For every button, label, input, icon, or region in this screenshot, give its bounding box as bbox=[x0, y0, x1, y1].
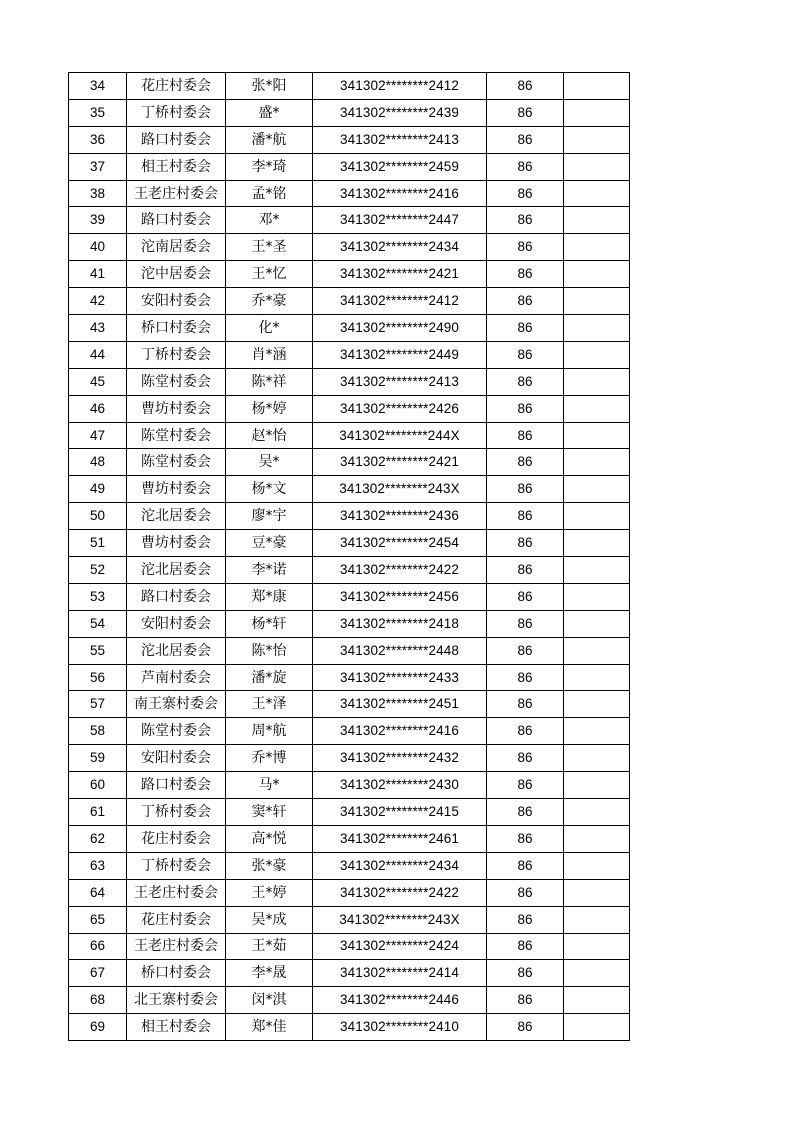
remark-cell bbox=[564, 449, 630, 476]
table-row bbox=[69, 261, 630, 288]
score-cell: 86 bbox=[487, 234, 564, 261]
remark-cell bbox=[564, 341, 630, 368]
score-cell: 86 bbox=[487, 960, 564, 987]
id-number-cell: 341302********2416 bbox=[313, 180, 487, 207]
person-name-cell: 王*茹 bbox=[226, 933, 313, 960]
row-number-cell: 51 bbox=[69, 530, 127, 557]
score-cell: 86 bbox=[487, 583, 564, 610]
committee-cell: 沱南居委会 bbox=[127, 234, 226, 261]
person-name-cell: 郑*康 bbox=[226, 583, 313, 610]
table-row bbox=[69, 557, 630, 584]
row-number-cell: 65 bbox=[69, 906, 127, 933]
remark-cell bbox=[564, 315, 630, 342]
id-number-cell: 341302********2432 bbox=[313, 745, 487, 772]
committee-cell: 陈堂村委会 bbox=[127, 449, 226, 476]
table-row bbox=[69, 476, 630, 503]
id-number-cell: 341302********2421 bbox=[313, 261, 487, 288]
id-number-cell: 341302********2413 bbox=[313, 126, 487, 153]
person-name-cell: 廖*宇 bbox=[226, 503, 313, 530]
person-name-cell: 潘*旋 bbox=[226, 664, 313, 691]
row-number-cell: 48 bbox=[69, 449, 127, 476]
person-name-cell: 陈*怡 bbox=[226, 637, 313, 664]
person-name-cell: 盛* bbox=[226, 99, 313, 126]
score-cell: 86 bbox=[487, 772, 564, 799]
person-name-cell: 李*琦 bbox=[226, 153, 313, 180]
score-cell: 86 bbox=[487, 126, 564, 153]
table-row bbox=[69, 341, 630, 368]
remark-cell bbox=[564, 207, 630, 234]
person-name-cell: 化* bbox=[226, 315, 313, 342]
id-number-cell: 341302********2414 bbox=[313, 960, 487, 987]
table-row bbox=[69, 960, 630, 987]
person-name-cell: 杨*婷 bbox=[226, 395, 313, 422]
score-cell: 86 bbox=[487, 691, 564, 718]
row-number-cell: 63 bbox=[69, 852, 127, 879]
table-row bbox=[69, 745, 630, 772]
person-name-cell: 张*豪 bbox=[226, 852, 313, 879]
remark-cell bbox=[564, 691, 630, 718]
remark-cell bbox=[564, 368, 630, 395]
row-number-cell: 37 bbox=[69, 153, 127, 180]
table-row bbox=[69, 799, 630, 826]
row-number-cell: 60 bbox=[69, 772, 127, 799]
remark-cell bbox=[564, 610, 630, 637]
score-cell: 86 bbox=[487, 476, 564, 503]
row-number-cell: 41 bbox=[69, 261, 127, 288]
row-number-cell: 66 bbox=[69, 933, 127, 960]
committee-cell: 曹坊村委会 bbox=[127, 530, 226, 557]
score-cell: 86 bbox=[487, 745, 564, 772]
remark-cell bbox=[564, 718, 630, 745]
score-cell: 86 bbox=[487, 422, 564, 449]
row-number-cell: 35 bbox=[69, 99, 127, 126]
row-number-cell: 39 bbox=[69, 207, 127, 234]
id-number-cell: 341302********2412 bbox=[313, 73, 487, 100]
roster-table-body bbox=[69, 73, 630, 1041]
committee-cell: 陈堂村委会 bbox=[127, 422, 226, 449]
committee-cell: 桥口村委会 bbox=[127, 315, 226, 342]
person-name-cell: 陈*祥 bbox=[226, 368, 313, 395]
id-number-cell: 341302********2415 bbox=[313, 799, 487, 826]
remark-cell bbox=[564, 503, 630, 530]
id-number-cell: 341302********2439 bbox=[313, 99, 487, 126]
committee-cell: 花庄村委会 bbox=[127, 73, 226, 100]
committee-cell: 路口村委会 bbox=[127, 583, 226, 610]
id-number-cell: 341302********2421 bbox=[313, 449, 487, 476]
id-number-cell: 341302********243X bbox=[313, 906, 487, 933]
score-cell: 86 bbox=[487, 933, 564, 960]
committee-cell: 丁桥村委会 bbox=[127, 99, 226, 126]
remark-cell bbox=[564, 933, 630, 960]
remark-cell bbox=[564, 960, 630, 987]
remark-cell bbox=[564, 1014, 630, 1041]
score-cell: 86 bbox=[487, 180, 564, 207]
id-number-cell: 341302********2436 bbox=[313, 503, 487, 530]
table-row bbox=[69, 368, 630, 395]
table-row bbox=[69, 637, 630, 664]
row-number-cell: 47 bbox=[69, 422, 127, 449]
id-number-cell: 341302********2433 bbox=[313, 664, 487, 691]
remark-cell bbox=[564, 987, 630, 1014]
committee-cell: 丁桥村委会 bbox=[127, 799, 226, 826]
row-number-cell: 36 bbox=[69, 126, 127, 153]
table-row bbox=[69, 772, 630, 799]
score-cell: 86 bbox=[487, 852, 564, 879]
id-number-cell: 341302********2413 bbox=[313, 368, 487, 395]
score-cell: 86 bbox=[487, 153, 564, 180]
row-number-cell: 42 bbox=[69, 288, 127, 315]
person-name-cell: 孟*铭 bbox=[226, 180, 313, 207]
row-number-cell: 40 bbox=[69, 234, 127, 261]
score-cell: 86 bbox=[487, 637, 564, 664]
committee-cell: 王老庄村委会 bbox=[127, 879, 226, 906]
id-number-cell: 341302********2490 bbox=[313, 315, 487, 342]
score-cell: 86 bbox=[487, 718, 564, 745]
row-number-cell: 43 bbox=[69, 315, 127, 342]
committee-cell: 相王村委会 bbox=[127, 153, 226, 180]
roster-table bbox=[68, 72, 630, 1041]
committee-cell: 沱北居委会 bbox=[127, 637, 226, 664]
committee-cell: 北王寨村委会 bbox=[127, 987, 226, 1014]
committee-cell: 陈堂村委会 bbox=[127, 368, 226, 395]
table-row bbox=[69, 987, 630, 1014]
committee-cell: 沱北居委会 bbox=[127, 503, 226, 530]
committee-cell: 路口村委会 bbox=[127, 207, 226, 234]
table-row bbox=[69, 664, 630, 691]
table-row bbox=[69, 422, 630, 449]
person-name-cell: 窦*轩 bbox=[226, 799, 313, 826]
person-name-cell: 李*晟 bbox=[226, 960, 313, 987]
person-name-cell: 王*婷 bbox=[226, 879, 313, 906]
committee-cell: 沱北居委会 bbox=[127, 557, 226, 584]
committee-cell: 花庄村委会 bbox=[127, 906, 226, 933]
score-cell: 86 bbox=[487, 73, 564, 100]
id-number-cell: 341302********243X bbox=[313, 476, 487, 503]
id-number-cell: 341302********2448 bbox=[313, 637, 487, 664]
committee-cell: 丁桥村委会 bbox=[127, 852, 226, 879]
row-number-cell: 67 bbox=[69, 960, 127, 987]
table-row bbox=[69, 73, 630, 100]
committee-cell: 沱中居委会 bbox=[127, 261, 226, 288]
score-cell: 86 bbox=[487, 530, 564, 557]
table-row bbox=[69, 99, 630, 126]
table-row bbox=[69, 906, 630, 933]
remark-cell bbox=[564, 906, 630, 933]
row-number-cell: 52 bbox=[69, 557, 127, 584]
row-number-cell: 55 bbox=[69, 637, 127, 664]
id-number-cell: 341302********2451 bbox=[313, 691, 487, 718]
table-row bbox=[69, 583, 630, 610]
committee-cell: 路口村委会 bbox=[127, 126, 226, 153]
remark-cell bbox=[564, 422, 630, 449]
committee-cell: 相王村委会 bbox=[127, 1014, 226, 1041]
score-cell: 86 bbox=[487, 449, 564, 476]
score-cell: 86 bbox=[487, 261, 564, 288]
person-name-cell: 肖*涵 bbox=[226, 341, 313, 368]
row-number-cell: 56 bbox=[69, 664, 127, 691]
table-row bbox=[69, 207, 630, 234]
person-name-cell: 王*泽 bbox=[226, 691, 313, 718]
score-cell: 86 bbox=[487, 906, 564, 933]
row-number-cell: 68 bbox=[69, 987, 127, 1014]
person-name-cell: 周*航 bbox=[226, 718, 313, 745]
id-number-cell: 341302********2446 bbox=[313, 987, 487, 1014]
committee-cell: 曹坊村委会 bbox=[127, 476, 226, 503]
table-row bbox=[69, 1014, 630, 1041]
id-number-cell: 341302********2418 bbox=[313, 610, 487, 637]
id-number-cell: 341302********2422 bbox=[313, 879, 487, 906]
score-cell: 86 bbox=[487, 503, 564, 530]
row-number-cell: 54 bbox=[69, 610, 127, 637]
row-number-cell: 58 bbox=[69, 718, 127, 745]
table-row bbox=[69, 395, 630, 422]
score-cell: 86 bbox=[487, 99, 564, 126]
person-name-cell: 闵*淇 bbox=[226, 987, 313, 1014]
table-row bbox=[69, 610, 630, 637]
row-number-cell: 59 bbox=[69, 745, 127, 772]
id-number-cell: 341302********2454 bbox=[313, 530, 487, 557]
table-row bbox=[69, 234, 630, 261]
table-row bbox=[69, 449, 630, 476]
person-name-cell: 赵*怡 bbox=[226, 422, 313, 449]
score-cell: 86 bbox=[487, 315, 564, 342]
table-row bbox=[69, 180, 630, 207]
id-number-cell: 341302********2449 bbox=[313, 341, 487, 368]
person-name-cell: 潘*航 bbox=[226, 126, 313, 153]
row-number-cell: 53 bbox=[69, 583, 127, 610]
score-cell: 86 bbox=[487, 799, 564, 826]
remark-cell bbox=[564, 99, 630, 126]
id-number-cell: 341302********2424 bbox=[313, 933, 487, 960]
score-cell: 86 bbox=[487, 368, 564, 395]
row-number-cell: 62 bbox=[69, 825, 127, 852]
row-number-cell: 34 bbox=[69, 73, 127, 100]
committee-cell: 王老庄村委会 bbox=[127, 933, 226, 960]
person-name-cell: 吴*成 bbox=[226, 906, 313, 933]
remark-cell bbox=[564, 879, 630, 906]
table-row bbox=[69, 933, 630, 960]
id-number-cell: 341302********2434 bbox=[313, 234, 487, 261]
remark-cell bbox=[564, 825, 630, 852]
id-number-cell: 341302********2456 bbox=[313, 583, 487, 610]
id-number-cell: 341302********2434 bbox=[313, 852, 487, 879]
score-cell: 86 bbox=[487, 879, 564, 906]
person-name-cell: 张*阳 bbox=[226, 73, 313, 100]
row-number-cell: 46 bbox=[69, 395, 127, 422]
committee-cell: 桥口村委会 bbox=[127, 960, 226, 987]
row-number-cell: 61 bbox=[69, 799, 127, 826]
table-row bbox=[69, 718, 630, 745]
score-cell: 86 bbox=[487, 825, 564, 852]
committee-cell: 南王寨村委会 bbox=[127, 691, 226, 718]
person-name-cell: 郑*佳 bbox=[226, 1014, 313, 1041]
score-cell: 86 bbox=[487, 395, 564, 422]
person-name-cell: 杨*轩 bbox=[226, 610, 313, 637]
person-name-cell: 高*悦 bbox=[226, 825, 313, 852]
remark-cell bbox=[564, 852, 630, 879]
committee-cell: 安阳村委会 bbox=[127, 288, 226, 315]
person-name-cell: 邓* bbox=[226, 207, 313, 234]
committee-cell: 安阳村委会 bbox=[127, 610, 226, 637]
id-number-cell: 341302********2412 bbox=[313, 288, 487, 315]
score-cell: 86 bbox=[487, 664, 564, 691]
score-cell: 86 bbox=[487, 288, 564, 315]
id-number-cell: 341302********2410 bbox=[313, 1014, 487, 1041]
person-name-cell: 王*忆 bbox=[226, 261, 313, 288]
table-row bbox=[69, 126, 630, 153]
remark-cell bbox=[564, 799, 630, 826]
table-row bbox=[69, 852, 630, 879]
committee-cell: 王老庄村委会 bbox=[127, 180, 226, 207]
person-name-cell: 马* bbox=[226, 772, 313, 799]
table-row bbox=[69, 288, 630, 315]
row-number-cell: 49 bbox=[69, 476, 127, 503]
score-cell: 86 bbox=[487, 987, 564, 1014]
score-cell: 86 bbox=[487, 1014, 564, 1041]
row-number-cell: 44 bbox=[69, 341, 127, 368]
person-name-cell: 杨*文 bbox=[226, 476, 313, 503]
person-name-cell: 吴* bbox=[226, 449, 313, 476]
remark-cell bbox=[564, 126, 630, 153]
person-name-cell: 乔*博 bbox=[226, 745, 313, 772]
id-number-cell: 341302********2461 bbox=[313, 825, 487, 852]
committee-cell: 安阳村委会 bbox=[127, 745, 226, 772]
remark-cell bbox=[564, 557, 630, 584]
table-row bbox=[69, 315, 630, 342]
score-cell: 86 bbox=[487, 207, 564, 234]
remark-cell bbox=[564, 637, 630, 664]
id-number-cell: 341302********2422 bbox=[313, 557, 487, 584]
table-row bbox=[69, 530, 630, 557]
person-name-cell: 豆*豪 bbox=[226, 530, 313, 557]
row-number-cell: 64 bbox=[69, 879, 127, 906]
remark-cell bbox=[564, 476, 630, 503]
remark-cell bbox=[564, 583, 630, 610]
row-number-cell: 45 bbox=[69, 368, 127, 395]
id-number-cell: 341302********2416 bbox=[313, 718, 487, 745]
remark-cell bbox=[564, 772, 630, 799]
id-number-cell: 341302********2426 bbox=[313, 395, 487, 422]
table-row bbox=[69, 691, 630, 718]
row-number-cell: 50 bbox=[69, 503, 127, 530]
person-name-cell: 乔*豪 bbox=[226, 288, 313, 315]
committee-cell: 曹坊村委会 bbox=[127, 395, 226, 422]
table-row bbox=[69, 879, 630, 906]
row-number-cell: 57 bbox=[69, 691, 127, 718]
committee-cell: 丁桥村委会 bbox=[127, 341, 226, 368]
remark-cell bbox=[564, 234, 630, 261]
table-row bbox=[69, 825, 630, 852]
person-name-cell: 李*诺 bbox=[226, 557, 313, 584]
score-cell: 86 bbox=[487, 610, 564, 637]
committee-cell: 路口村委会 bbox=[127, 772, 226, 799]
id-number-cell: 341302********2459 bbox=[313, 153, 487, 180]
person-name-cell: 王*圣 bbox=[226, 234, 313, 261]
id-number-cell: 341302********244X bbox=[313, 422, 487, 449]
remark-cell bbox=[564, 664, 630, 691]
score-cell: 86 bbox=[487, 341, 564, 368]
score-cell: 86 bbox=[487, 557, 564, 584]
id-number-cell: 341302********2430 bbox=[313, 772, 487, 799]
table-row bbox=[69, 153, 630, 180]
remark-cell bbox=[564, 745, 630, 772]
remark-cell bbox=[564, 395, 630, 422]
remark-cell bbox=[564, 180, 630, 207]
committee-cell: 陈堂村委会 bbox=[127, 718, 226, 745]
committee-cell: 花庄村委会 bbox=[127, 825, 226, 852]
remark-cell bbox=[564, 73, 630, 100]
table-row bbox=[69, 503, 630, 530]
remark-cell bbox=[564, 288, 630, 315]
id-number-cell: 341302********2447 bbox=[313, 207, 487, 234]
remark-cell bbox=[564, 153, 630, 180]
row-number-cell: 69 bbox=[69, 1014, 127, 1041]
remark-cell bbox=[564, 261, 630, 288]
committee-cell: 芦南村委会 bbox=[127, 664, 226, 691]
remark-cell bbox=[564, 530, 630, 557]
row-number-cell: 38 bbox=[69, 180, 127, 207]
